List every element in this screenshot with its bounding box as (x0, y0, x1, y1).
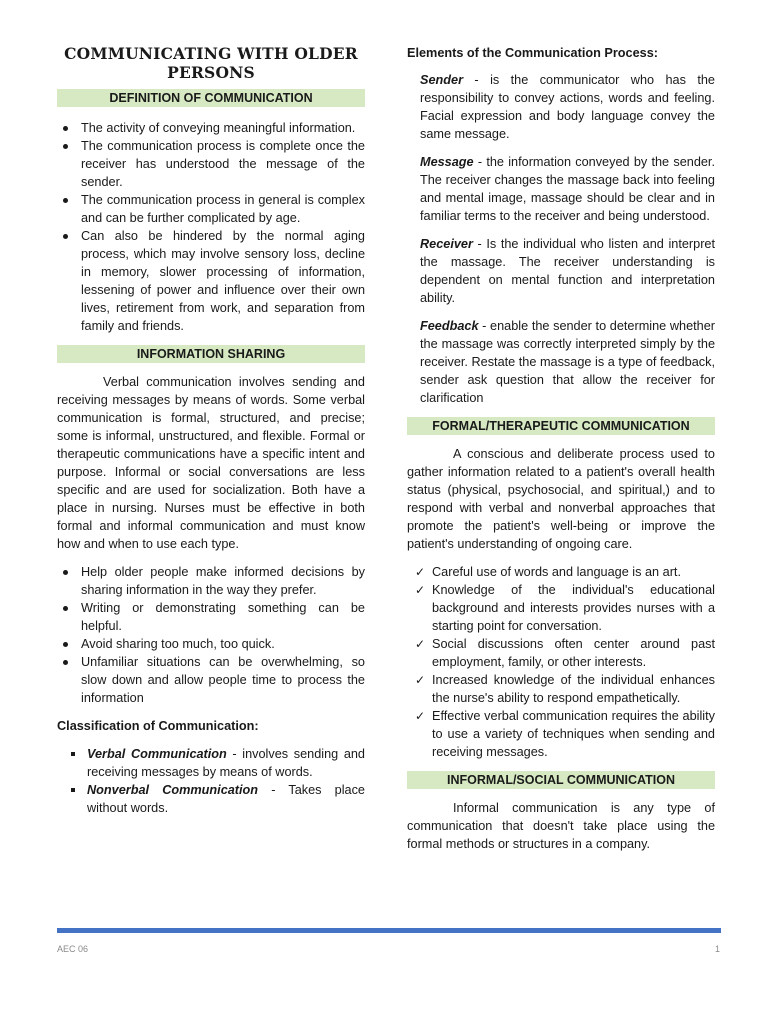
info-sharing-paragraph: Verbal communication involves sending and receiving messages by means of words. Some verbal communication is formal, structured, and precise; some is informal, unstructured, and flexible. Formal or therapeutic communications have a specific intent and purpose. Informal or social conversations are less specific and are used for socialization. Both have a place in nursing. Nurses must be effective in both formal and informal communication and must know how and when to use each type. (57, 375, 365, 551)
definition-text: - the information conveyed by the sender. The receiver changes the massage back into feeling and mental image, massage should be clear and in familiar terms to the receiver and being understood. (420, 155, 715, 223)
list-item: The communication process in general is complex and can be further complicated by age. (57, 191, 365, 227)
footer-divider (57, 928, 721, 933)
term: Sender (420, 73, 464, 87)
checklist-item (407, 563, 715, 581)
info-sharing-list (57, 563, 365, 707)
definition-text: - enable the sender to determine whether the massage was correctly interpreted simply by the receiver. Restate the massage is a type of feedback, sender ask question that allow the receiver for clarification (420, 319, 715, 405)
list-item: Help older people make informed decisions by sharing information in the way they prefer. (57, 563, 365, 599)
element-item (407, 153, 715, 225)
classification-heading: Classification of Communication: (57, 719, 259, 733)
term: Verbal Communication (87, 747, 227, 761)
checklist-item (407, 707, 715, 761)
checklist-text: Knowledge of the individual's educational background and interests provides nurses with a starting point for conversation. (432, 583, 715, 633)
checklist-item (407, 635, 715, 671)
checklist-text: Effective verbal communication requires the ability to use a variety of techniques when sending and receiving messages. (432, 709, 715, 759)
list-item: Avoid sharing too much, too quick. (57, 635, 365, 653)
checklist-text: Social discussions often center around past employment, family, or other interests. (432, 637, 715, 669)
definition-heading: DEFINITION OF COMMUNICATION (57, 89, 365, 107)
formal-heading: FORMAL/THERAPEUTIC COMMUNICATION (407, 417, 715, 435)
formal-checklist (407, 563, 715, 761)
left-column (57, 38, 365, 817)
term: Nonverbal Communication (87, 783, 259, 797)
checklist-text: Careful use of words and language is an art. (432, 565, 681, 579)
check-icon: ✓ (415, 673, 426, 687)
checklist-item (407, 671, 715, 707)
definition-text: - is the communicator who has the responsibility to convey actions, words and feeling. Facial expression and body language convey the same message. (420, 73, 715, 141)
checklist-text: Increased knowledge of the individual enhances the nurse's ability to respond empathetically. (432, 673, 715, 705)
checklist-item (407, 581, 715, 635)
classification-list (57, 745, 365, 817)
document-title: COMMUNICATING WITH OLDER PERSONS (64, 44, 358, 82)
info-sharing-heading: INFORMATION SHARING (57, 345, 365, 363)
list-item (57, 745, 365, 781)
term: Message (420, 155, 474, 169)
page-number: 1 (714, 944, 720, 954)
informal-heading: INFORMAL/SOCIAL COMMUNICATION (407, 771, 715, 789)
term: Receiver (420, 237, 473, 251)
formal-paragraph: A conscious and deliberate process used to gather information related to a patient's overall health status (physical, psychosocial, and spiritual,) and to respond with verbal and nonverbal approaches that promote the patient's well-being or improve the patient's understanding of ongoing care. (407, 447, 715, 551)
check-icon: ✓ (415, 583, 426, 597)
definition-text: - Takes place without words. (87, 783, 365, 815)
informal-paragraph: Informal communication is any type of communication that doesn't take place using the formal methods or structures in a company. (407, 801, 715, 851)
list-item: Writing or demonstrating something can be helpful. (57, 599, 365, 635)
definition-list (57, 119, 365, 335)
term: Feedback (420, 319, 479, 333)
list-item: Unfamiliar situations can be overwhelming, so slow down and allow people time to process the information (57, 653, 365, 707)
element-item (407, 71, 715, 143)
check-icon: ✓ (415, 709, 426, 723)
footer-code: AEC 06 (57, 944, 89, 954)
definition-text: - Is the individual who listen and interpret the massage. The receiver understanding is dependent on mental function and interpretation ability. (420, 237, 715, 305)
elements-heading: Elements of the Communication Process: (407, 46, 658, 60)
elements-list (407, 71, 715, 407)
right-column (407, 38, 715, 853)
list-item: The communication process is complete once the receiver has understood the message of the sender. (57, 137, 365, 191)
definition-text: - involves sending and receiving messages by means of words. (87, 747, 365, 779)
element-item (407, 235, 715, 307)
list-item: Can also be hindered by the normal aging process, which may involve sensory loss, decline in memory, slower processing of information, lessening of power and influence over their own lives, retirement from work, and separation from family and friends. (57, 227, 365, 335)
list-item: The activity of conveying meaningful information. (57, 119, 365, 137)
check-icon: ✓ (415, 637, 426, 651)
element-item (407, 317, 715, 407)
check-icon: ✓ (415, 565, 426, 579)
list-item (57, 781, 365, 817)
